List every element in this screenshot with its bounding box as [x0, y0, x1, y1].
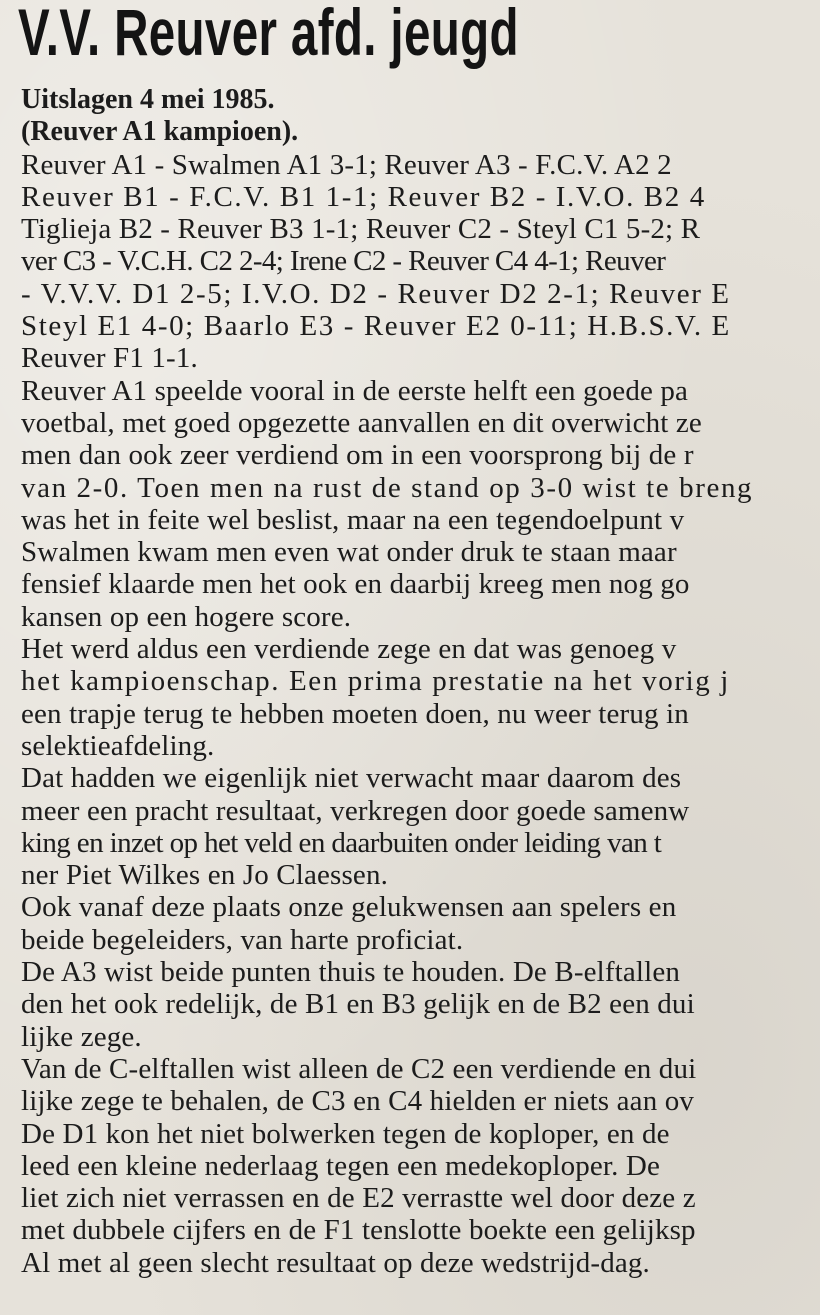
text-line: lijke zege. — [21, 1020, 142, 1053]
article-body — [21, 84, 820, 1279]
results-date-heading: Uitslagen 4 mei 1985. — [21, 84, 275, 115]
text-line: beide begeleiders, van harte proficiat. — [21, 923, 464, 956]
text-line: lijke zege te behalen, de C3 en C4 hielden er niets aan ov — [21, 1085, 695, 1118]
text-line: van 2-0. Toen men na rust de stand op 3-0 wist te breng — [21, 471, 754, 504]
text-line: kansen op een hogere score. — [21, 600, 352, 633]
text-line: Tiglieja B2 - Reuver B3 1-1; Reuver C2 - Steyl C1 5-2; R — [21, 213, 701, 246]
text-line: men dan ook zeer verdiend om in een voorsprong bij de r — [21, 439, 694, 472]
text-line: Reuver F1 1-1. — [21, 342, 198, 375]
text-line: was het in feite wel beslist, maar na een tegendoelpunt v — [21, 503, 685, 536]
text-line: meer een pracht resultaat, verkregen door goede samenw — [21, 794, 690, 827]
champion-heading: (Reuver A1 kampioen). — [21, 116, 299, 148]
text-line: king en inzet op het veld en daarbuiten onder leiding van t — [21, 826, 662, 859]
text-line: een trapje terug te hebben moeten doen, nu weer terug in — [21, 697, 689, 730]
text-line: met dubbele cijfers en de F1 tenslotte boekte een gelijksp — [21, 1214, 696, 1247]
text-line: ver C3 - V.C.H. C2 2-4; Irene C2 - Reuver C4 4-1; Reuver — [21, 245, 666, 278]
text-line: Reuver A1 speelde vooral in de eerste helft een goede pa — [21, 374, 689, 407]
text-line: den het ook redelijk, de B1 en B3 gelijk en de B2 een dui — [21, 988, 695, 1021]
text-line: Van de C-elftallen wist alleen de C2 een verdiende en dui — [21, 1052, 697, 1085]
text-line: Ook vanaf deze plaats onze gelukwensen aan spelers en — [21, 891, 677, 924]
text-line: het kampioenschap. Een prima prestatie na het vorig j — [21, 665, 730, 698]
text-line: fensief klaarde men het ook en daarbij kreeg men nog go — [21, 568, 690, 601]
text-line: Reuver B1 - F.C.V. B1 1-1; Reuver B2 - I.V.O. B2 4 — [21, 180, 706, 213]
text-line: De D1 kon het niet bolwerken tegen de koploper, en de — [21, 1117, 670, 1150]
article-headline: V.V. Reuver afd. jeugd — [18, 0, 519, 69]
text-line: leed een kleine nederlaag tegen een medekoploper. De — [21, 1149, 661, 1182]
text-line: Steyl E1 4-0; Baarlo E3 - Reuver E2 0-11; H.B.S.V. E — [21, 310, 731, 343]
text-line: Al met al geen slecht resultaat op deze wedstrijd-dag. — [21, 1246, 650, 1279]
text-line: ner Piet Wilkes en Jo Claessen. — [21, 859, 388, 892]
text-line: Het werd aldus een verdiende zege en dat was genoeg v — [21, 633, 677, 666]
text-line: liet zich niet verrassen en de E2 verrastte wel door deze z — [21, 1182, 696, 1215]
text-line: - V.V.V. D1 2-5; I.V.O. D2 - Reuver D2 2-1; Reuver E — [21, 277, 731, 310]
text-line: voetbal, met goed opgezette aanvallen en dit overwicht ze — [21, 406, 702, 439]
text-line: De A3 wist beide punten thuis te houden. De B-elftallen — [21, 956, 680, 989]
text-line: Dat hadden we eigenlijk niet verwacht maar daarom des — [21, 762, 682, 795]
text-line: selektieafdeling. — [21, 729, 215, 762]
text-line: Reuver A1 - Swalmen A1 3-1; Reuver A3 - F.C.V. A2 2 — [21, 148, 672, 181]
text-line: Swalmen kwam men even wat onder druk te staan maar — [21, 536, 677, 569]
